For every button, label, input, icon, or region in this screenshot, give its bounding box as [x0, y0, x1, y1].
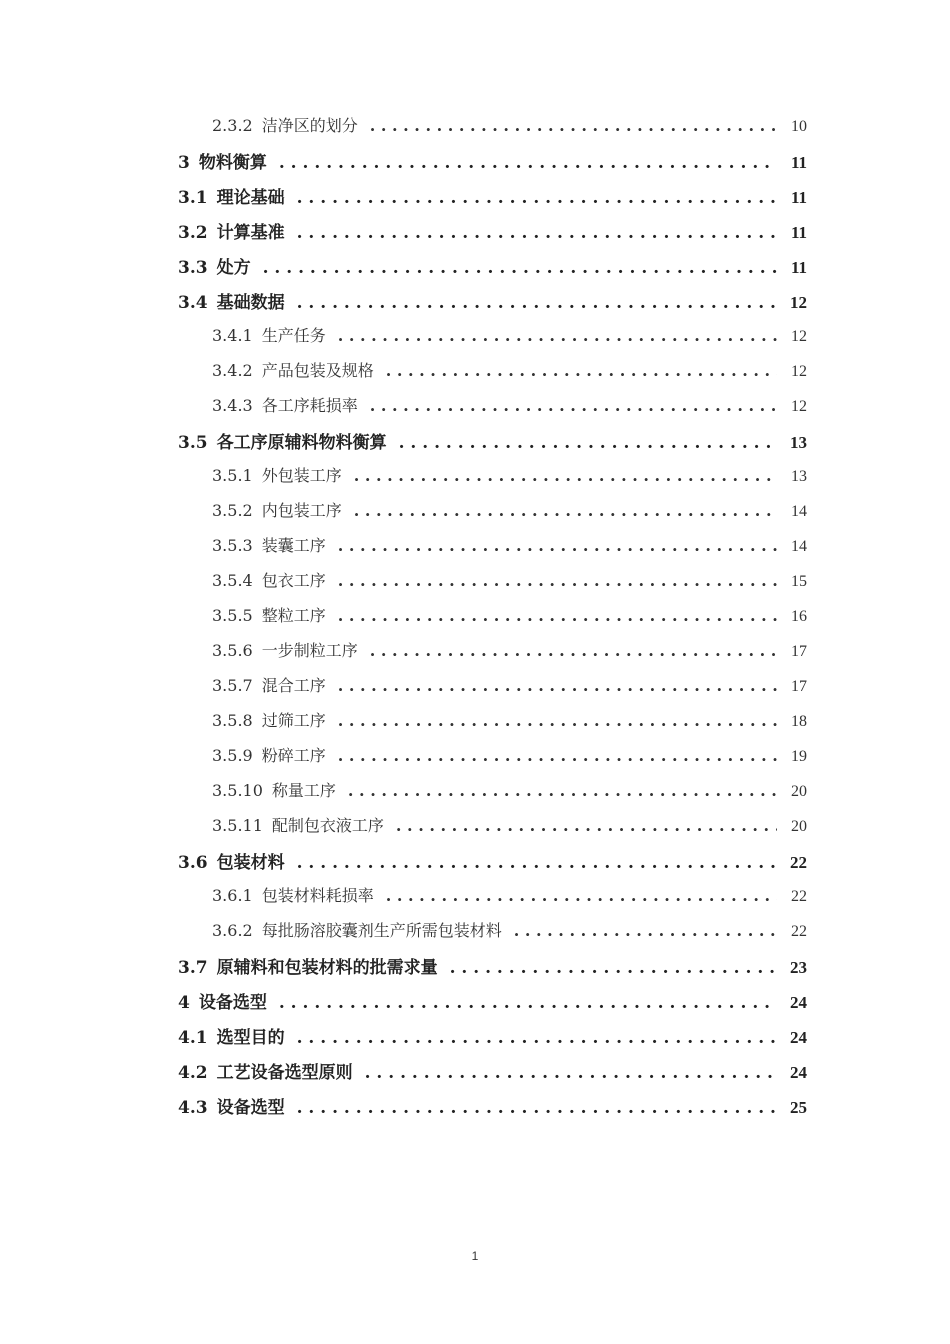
toc-entry-subsection[interactable] [212, 358, 807, 381]
toc-entry-page: 12 [791, 363, 807, 380]
toc-entry-subsection[interactable] [212, 533, 807, 556]
toc-entry-subsection[interactable] [212, 883, 807, 906]
toc-row [0, 253, 950, 288]
toc-row [0, 953, 950, 988]
toc-entry-page: 17 [791, 678, 807, 695]
toc-entry-page: 13 [791, 468, 807, 485]
toc-entry-number: 3.5.8 [212, 711, 253, 730]
toc-dot-leader [370, 396, 777, 415]
toc-entry-title: 包衣工序 [261, 571, 326, 590]
toc-entry-number: 3.5.11 [212, 816, 263, 835]
toc-entry-number: 2.3.2 [212, 116, 253, 135]
toc-entry-page: 10 [791, 118, 807, 135]
toc-entry-page: 11 [790, 153, 807, 172]
toc-entry-section[interactable] [178, 288, 807, 313]
toc-entry-page: 12 [791, 398, 807, 415]
toc-dot-leader [386, 886, 777, 905]
toc-entry-title: 包装材料 [216, 853, 285, 873]
toc-dot-leader [297, 188, 777, 208]
toc-dot-leader [354, 466, 777, 485]
toc-row [0, 463, 950, 498]
toc-entry-number: 3.5.7 [212, 676, 253, 695]
toc-dot-leader [348, 781, 777, 800]
toc-dot-leader [263, 258, 777, 278]
toc-dot-leader [338, 536, 777, 555]
toc-entry-page: 14 [791, 538, 807, 555]
toc-entry-number: 3.5.2 [212, 501, 253, 520]
toc-dot-leader [297, 853, 777, 873]
toc-entry-number: 3.5.6 [212, 641, 253, 660]
toc-entry-title: 基础数据 [216, 293, 285, 313]
toc-entry-subsection[interactable] [212, 113, 807, 136]
toc-entry-title: 混合工序 [261, 676, 326, 695]
toc-entry-page: 11 [790, 258, 807, 277]
toc-row [0, 778, 950, 813]
toc-entry-section[interactable] [178, 253, 807, 278]
toc-dot-leader [279, 993, 777, 1013]
toc-entry-number: 3.5.5 [212, 606, 253, 625]
toc-entry-page: 19 [791, 748, 807, 765]
toc-entry-title: 包装材料耗损率 [261, 886, 374, 905]
toc-entry-subsection[interactable] [212, 603, 807, 626]
toc-entry-number: 3.5 [178, 433, 208, 453]
toc-entry-number: 3.4.1 [212, 326, 253, 345]
toc-entry-title: 装囊工序 [261, 536, 326, 555]
toc-entry-section[interactable] [178, 1058, 807, 1083]
toc-entry-page: 24 [790, 993, 807, 1012]
toc-entry-page: 11 [790, 223, 807, 242]
toc-entry-section[interactable] [178, 1093, 807, 1118]
toc-entry-title: 生产任务 [261, 326, 326, 345]
toc-entry-number: 3.6.1 [212, 886, 253, 905]
toc-entry-section[interactable] [178, 428, 807, 453]
toc-row [0, 603, 950, 638]
toc-entry-page: 18 [791, 713, 807, 730]
toc-entry-title: 各工序原辅料物料衡算 [216, 433, 387, 453]
toc-dot-leader [399, 433, 777, 453]
toc-entry-page: 17 [791, 643, 807, 660]
toc-entry-subsection[interactable] [212, 463, 807, 486]
toc-dot-leader [297, 1098, 777, 1118]
toc-entry-section[interactable] [178, 218, 807, 243]
toc-dot-leader [297, 1028, 777, 1048]
toc-entry-section[interactable] [178, 183, 807, 208]
toc-entry-section[interactable] [178, 988, 807, 1013]
toc-entry-page: 16 [791, 608, 807, 625]
toc-row [0, 988, 950, 1023]
toc-entry-section[interactable] [178, 953, 807, 978]
toc-entry-subsection[interactable] [212, 743, 807, 766]
toc-entry-section[interactable] [178, 148, 807, 173]
toc-entry-number: 3.4.2 [212, 361, 253, 380]
toc-row [0, 708, 950, 743]
toc-entry-title: 工艺设备选型原则 [216, 1063, 353, 1083]
toc-entry-subsection[interactable] [212, 813, 807, 836]
toc-entry-page: 14 [791, 503, 807, 520]
toc-entry-section[interactable] [178, 848, 807, 873]
toc-entry-subsection[interactable] [212, 918, 807, 941]
toc-entry-page: 24 [790, 1063, 807, 1082]
toc-entry-number: 3.6.2 [212, 921, 253, 940]
toc-entry-number: 3.1 [178, 188, 208, 208]
toc-entry-page: 22 [791, 888, 807, 905]
toc-row [0, 1093, 950, 1128]
toc-entry-number: 3 [178, 153, 190, 173]
toc-entry-subsection[interactable] [212, 498, 807, 521]
toc-entry-title: 洁净区的划分 [261, 116, 358, 135]
toc-entry-title: 产品包装及规格 [261, 361, 374, 380]
toc-row [0, 113, 950, 148]
toc-entry-number: 3.3 [178, 258, 208, 278]
toc-dot-leader [338, 711, 777, 730]
toc-entry-page: 12 [791, 328, 807, 345]
toc-row [0, 673, 950, 708]
toc-entry-title: 各工序耗损率 [261, 396, 358, 415]
toc-entry-page: 25 [790, 1098, 807, 1117]
toc-entry-number: 3.5.10 [212, 781, 263, 800]
toc-row [0, 1023, 950, 1058]
toc-entry-title: 计算基准 [216, 223, 285, 243]
toc-entry-number: 4.2 [178, 1063, 208, 1083]
toc-row [0, 183, 950, 218]
toc-entry-page: 13 [790, 433, 807, 452]
toc-entry-number: 3.5.1 [212, 466, 253, 485]
toc-entry-page: 15 [791, 573, 807, 590]
toc-dot-leader [354, 501, 777, 520]
toc-entry-number: 3.2 [178, 223, 208, 243]
toc-entry-title: 称量工序 [271, 781, 336, 800]
toc-dot-leader [338, 676, 777, 695]
toc-dot-leader [514, 921, 777, 940]
toc-dot-leader [450, 958, 777, 978]
toc-entry-title: 一步制粒工序 [261, 641, 358, 660]
toc-row [0, 218, 950, 253]
toc-entry-page: 20 [791, 818, 807, 835]
toc-dot-leader [370, 116, 777, 135]
toc-entry-title: 每批肠溶胶囊剂生产所需包装材料 [261, 921, 502, 940]
toc-entry-subsection[interactable] [212, 778, 807, 801]
toc-dot-leader [370, 641, 777, 660]
toc-row [0, 918, 950, 953]
toc-dot-leader [297, 223, 777, 243]
toc-entry-page: 20 [791, 783, 807, 800]
toc-entry-title: 粉碎工序 [261, 746, 326, 765]
toc-entry-title: 原辅料和包装材料的批需求量 [216, 958, 438, 978]
toc-row [0, 428, 950, 463]
toc-row [0, 568, 950, 603]
toc-entry-subsection[interactable] [212, 393, 807, 416]
toc-row [0, 148, 950, 183]
toc-entry-title: 整粒工序 [261, 606, 326, 625]
toc-entry-number: 3.4 [178, 293, 208, 313]
toc-entry-number: 4.1 [178, 1028, 208, 1048]
toc-row [0, 743, 950, 778]
toc-entry-number: 3.7 [178, 958, 208, 978]
toc-entry-title: 过筛工序 [261, 711, 326, 730]
toc-entry-page: 24 [790, 1028, 807, 1047]
toc-row [0, 883, 950, 918]
toc-entry-subsection[interactable] [212, 638, 807, 661]
toc-entry-title: 设备选型 [216, 1098, 285, 1118]
page-number: 1 [471, 1249, 479, 1263]
toc-row [0, 393, 950, 428]
toc-entry-page: 22 [790, 853, 807, 872]
toc-entry-number: 3.5.9 [212, 746, 253, 765]
toc-entry-page: 11 [790, 188, 807, 207]
toc-dot-leader [396, 816, 777, 835]
toc-entry-title: 设备选型 [198, 993, 267, 1013]
toc-dot-leader [279, 153, 777, 173]
toc-entry-number: 3.5.4 [212, 571, 253, 590]
toc-entry-title: 理论基础 [216, 188, 285, 208]
toc-dot-leader [386, 361, 777, 380]
toc-dot-leader [338, 326, 777, 345]
toc-entry-number: 3.6 [178, 853, 208, 873]
toc-dot-leader [297, 293, 777, 313]
toc-entry-title: 配制包衣液工序 [271, 816, 384, 835]
toc-entry-subsection[interactable] [212, 568, 807, 591]
toc-row [0, 358, 950, 393]
toc-entry-number: 3.5.3 [212, 536, 253, 555]
toc-entry-page: 22 [791, 923, 807, 940]
toc-row [0, 498, 950, 533]
toc-entry-number: 3.4.3 [212, 396, 253, 415]
toc-entry-number: 4 [178, 993, 190, 1013]
toc-row [0, 813, 950, 848]
toc-entry-title: 内包装工序 [261, 501, 342, 520]
toc-row [0, 323, 950, 358]
toc-entry-subsection[interactable] [212, 708, 807, 731]
toc-entry-page: 12 [790, 293, 807, 312]
toc-row [0, 1058, 950, 1093]
toc-entry-title: 物料衡算 [198, 153, 267, 173]
toc-entry-subsection[interactable] [212, 323, 807, 346]
toc-dot-leader [338, 606, 777, 625]
toc-row [0, 533, 950, 568]
toc-dot-leader [338, 571, 777, 590]
toc-row [0, 288, 950, 323]
toc-entry-section[interactable] [178, 1023, 807, 1048]
toc-entry-title: 外包装工序 [261, 466, 342, 485]
toc-row [0, 848, 950, 883]
toc-entry-number: 4.3 [178, 1098, 208, 1118]
toc-entry-subsection[interactable] [212, 673, 807, 696]
toc-entry-title: 处方 [216, 258, 251, 278]
toc-dot-leader [365, 1063, 777, 1083]
toc-entry-title: 选型目的 [216, 1028, 285, 1048]
toc-row [0, 638, 950, 673]
toc-entry-page: 23 [790, 958, 807, 977]
toc-dot-leader [338, 746, 777, 765]
